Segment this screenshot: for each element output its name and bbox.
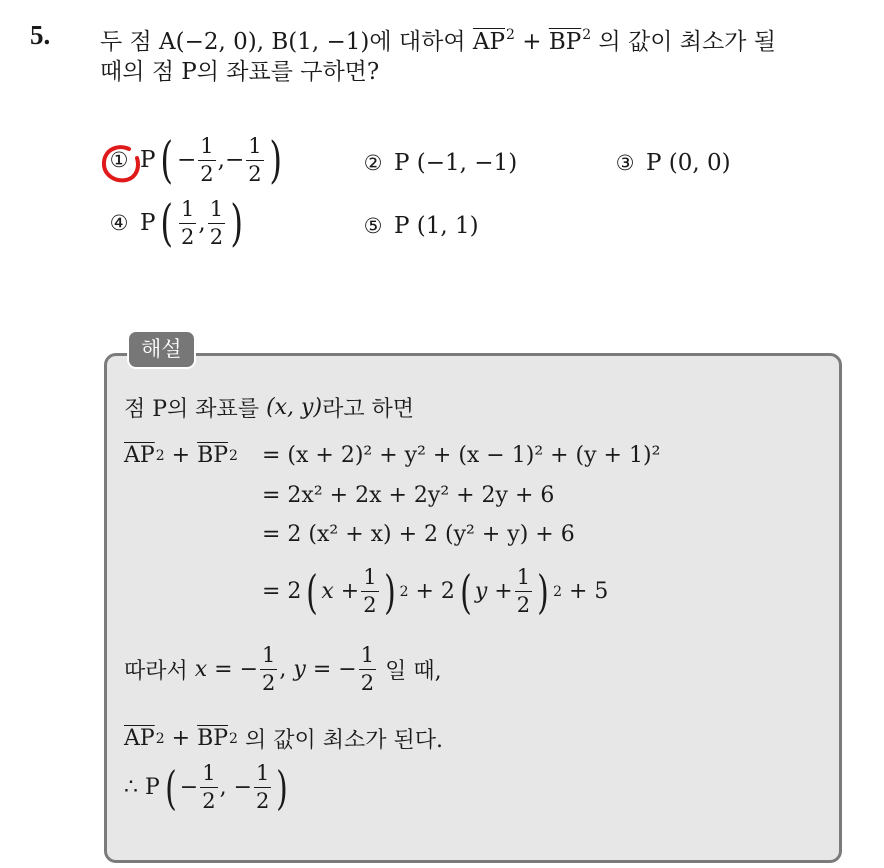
segment-bp: $\overline{BP}$	[548, 29, 582, 55]
question-number: 5.	[30, 20, 51, 50]
solution-eq-1-rhs: = (x + 2)² + y² + (x − 1)² + (y + 1)²	[262, 443, 661, 468]
solution-line-8: ∴ P ( − $\frac{1}{2}$ , − $\frac{1}{2}$ )	[124, 760, 289, 815]
solution-line-7: $\overline{AP}$ 2 + $\overline{BP}$ 2 의 값이 최소가 된다.	[124, 726, 443, 753]
solution-line-1: 점 P의 좌표를 (x, y) 라고 하면	[124, 395, 415, 422]
solution-line-6: 따라서 x = − $\frac{1}{2}$ , y = − $\frac{1}{2}$ 일 때,	[124, 643, 442, 695]
solution-eq-3: = 2 (x² + x) + 2 (y² + y) + 6	[262, 522, 575, 547]
option-1[interactable]: ① P ( − $\frac{1}{2}$ , − $\frac{1}{2}$ )	[104, 135, 285, 185]
red-circle-mark-icon	[99, 142, 143, 186]
option-2[interactable]: ② P (−1, −1)	[363, 150, 518, 176]
segment-ap: $\overline{AP}$	[472, 29, 505, 55]
option-1-mark: ①	[104, 148, 134, 172]
option-5[interactable]: ⑤ P (1, 1)	[363, 213, 479, 239]
option-3[interactable]: ③ P (0, 0)	[615, 150, 731, 176]
solution-tag: 해설	[127, 330, 196, 369]
question-intro: 두 점 A(−2, 0), B(1, −1)에 대하여	[100, 29, 466, 55]
solution-eq-4: = 2 ( x + $\frac{1}{2}$ ) 2 + 2 ( y + $\frac{1}{2}$ ) 2 + 5	[262, 564, 609, 619]
question-tail: 의 값이 최소가 될	[598, 29, 776, 55]
solution-eq-1-lhs: $\overline{AP}$ 2 + $\overline{BP}$ 2	[124, 443, 238, 468]
solution-eq-2: = 2x² + 2x + 2y² + 2y + 6	[262, 483, 555, 508]
option-4[interactable]: ④ P ( $\frac{1}{2}$ , $\frac{1}{2}$ )	[109, 194, 244, 252]
question-line-2: 때의 점 P의 좌표를 구하면?	[100, 59, 380, 85]
question-line-1: 두 점 A(−2, 0), B(1, −1)에 대하여 $\overline{AP}^2 + \overline{BP}^2$ 의 값이 최소가 될	[100, 27, 776, 55]
